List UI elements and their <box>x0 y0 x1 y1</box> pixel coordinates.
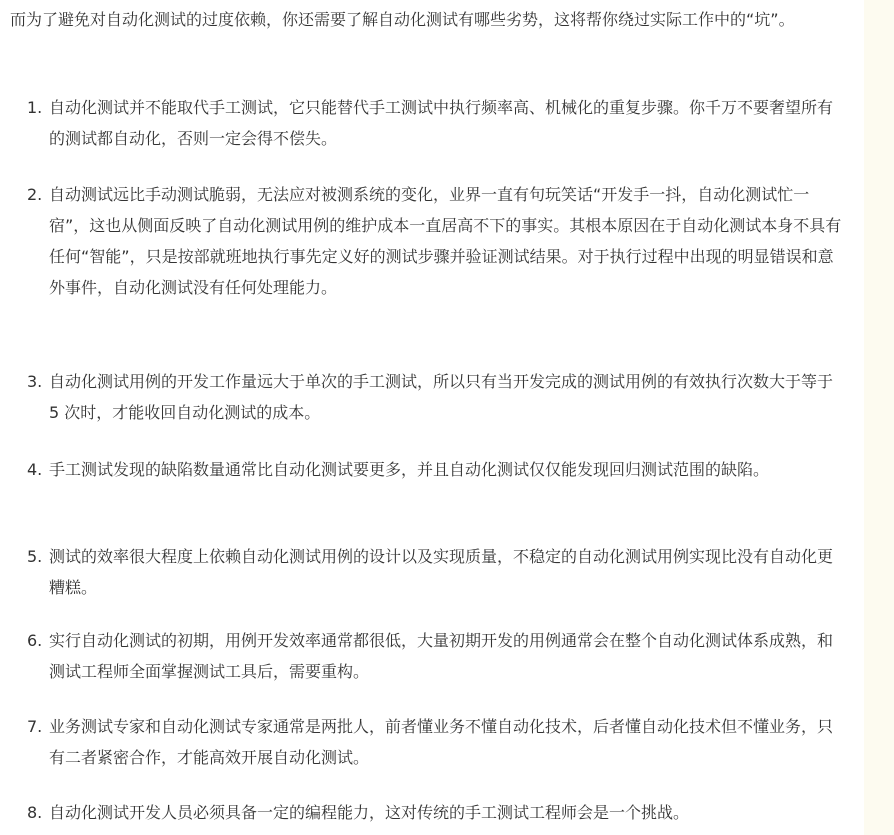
list-item-text: 测试的效率很大程度上依赖自动化测试用例的设计以及实现质量，不稳定的自动化测试用例实现比没有自动化更糟糕。 <box>49 547 834 597</box>
list-item <box>27 711 842 773</box>
list-item-text: 自动化测试开发人员必须具备一定的编程能力，这对传统的手工测试工程师会是一个挑战。 <box>49 803 690 822</box>
list-item-text: 手工测试发现的缺陷数量通常比自动化测试要更多，并且自动化测试仅仅能发现回归测试范围的缺陷。 <box>49 460 770 479</box>
intro-paragraph: 而为了避免对自动化测试的过度依赖，你还需要了解自动化测试有哪些劣势，这将帮你绕过实际工作中的“坑”。 <box>10 10 795 29</box>
list-item-text: 业务测试专家和自动化测试专家通常是两批人，前者懂业务不懂自动化技术，后者懂自动化技术但不懂业务，只有二者紧密合作，才能高效开展自动化测试。 <box>49 717 834 767</box>
list-item <box>27 541 842 603</box>
list-item <box>27 92 842 154</box>
list-item-text: 自动测试远比手动测试脆弱，无法应对被测系统的变化，业界一直有句玩笑话“开发手一抖，自动化测试忙一宿”，这也从侧面反映了自动化测试用例的维护成本一直居高不下的事实。其根本原因在于自动化测试本身不具有任何“智能”，只是按部就班地执行事先定义好的测试步骤并验证测试结果。对于执行过程中出现的明显错误和意外事件，自动化测试没有任何处理能力。 <box>49 185 842 297</box>
list-item-text: 实行自动化测试的初期，用例开发效率通常都很低，大量初期开发的用例通常会在整个自动化测试体系成熟，和测试工程师全面掌握测试工具后，需要重构。 <box>49 631 834 681</box>
list-item-text: 自动化测试并不能取代手工测试，它只能替代手工测试中执行频率高、机械化的重复步骤。你千万不要奢望所有的测试都自动化，否则一定会得不偿失。 <box>49 98 834 148</box>
list-item <box>27 366 842 428</box>
list-item <box>27 179 842 303</box>
list-item-text: 自动化测试用例的开发工作量远大于单次的手工测试，所以只有当开发完成的测试用例的有效执行次数大于等于 5 次时，才能收回自动化测试的成本。 <box>49 372 834 422</box>
list-item-number: 3. <box>27 372 43 391</box>
list-item-number: 4. <box>27 460 43 479</box>
list-item-number: 7. <box>27 717 43 736</box>
list-item-number: 6. <box>27 631 43 650</box>
list-item-number: 2. <box>27 185 43 204</box>
list-item <box>27 625 842 687</box>
list-item <box>27 454 842 485</box>
list-item-number: 1. <box>27 98 43 117</box>
list-item-number: 5. <box>27 547 43 566</box>
list-item <box>27 797 842 828</box>
list-item-number: 8. <box>27 803 43 822</box>
